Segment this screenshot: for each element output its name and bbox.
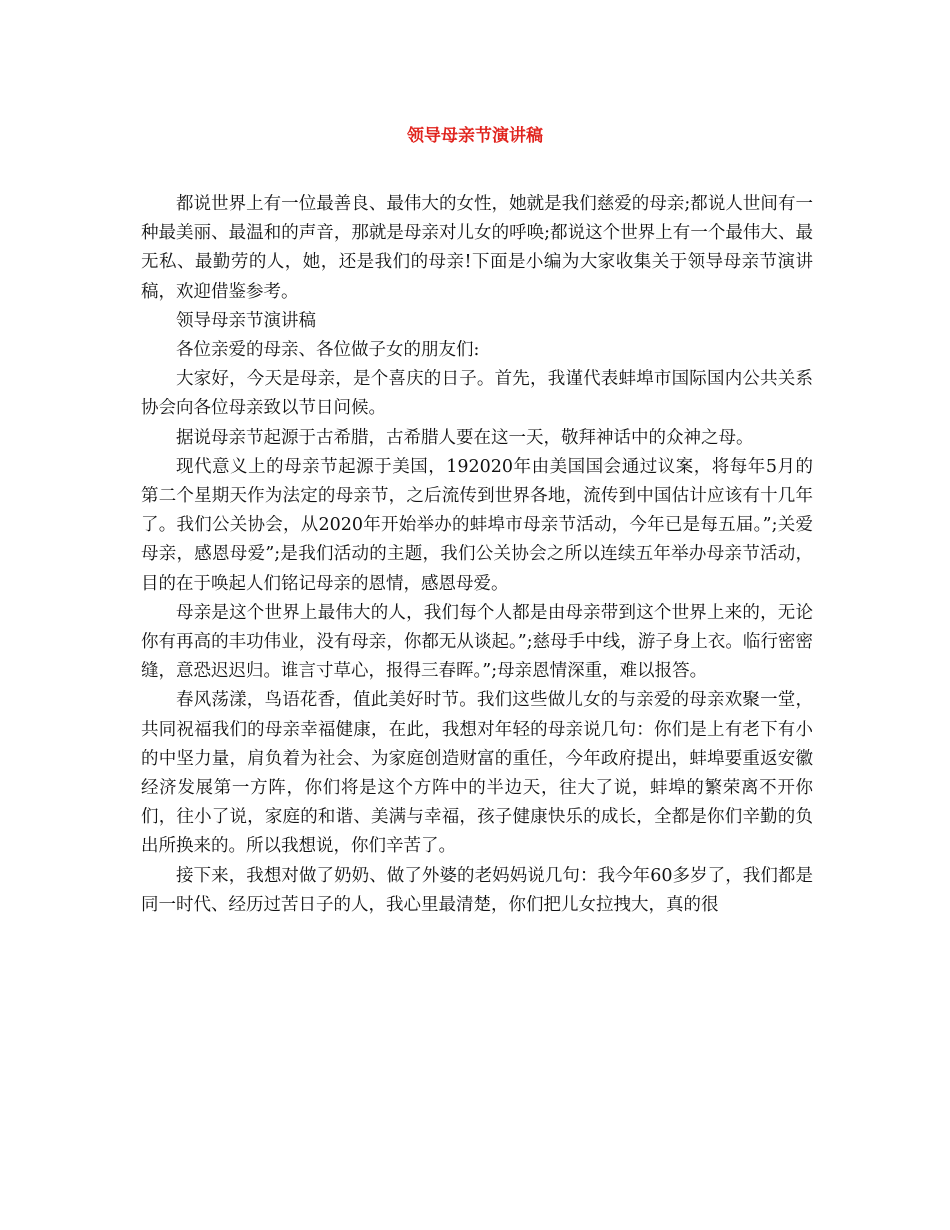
paragraph-heading: 领导母亲节演讲稿 [176, 310, 316, 331]
paragraph-origin: 据说母亲节起源于古希腊，古希腊人要在这一天，敬拜神话中的众神之母。 [176, 427, 754, 448]
paragraph-modern-history: 现代意义上的母亲节起源于美国，192020年由美国国会通过议案，将每年5月的第二个星期天作为法定的母亲节，之后流传到世界各地，流传到中国估计应该有十几年了。我们公关协会，从2020年开始举办的蚌埠市母亲节活动，今年已是每五届。”;关爱母亲，感恩母爱”;是我们活动的主题，我们公关协会之所以连续五年举办母亲节活动，目的在于唤起人们铭记母亲的恩情，感恩母爱。 [141, 456, 813, 594]
document-title: 领导母亲节演讲稿 [407, 126, 543, 146]
document-body [141, 190, 813, 920]
paragraph-greeting: 大家好，今天是母亲，是个喜庆的日子。首先，我谨代表蚌埠市国际国内公共关系协会向各位母亲致以节日问候。 [141, 369, 813, 419]
paragraph-salutation: 各位亲爱的母亲、各位做子女的朋友们: [176, 340, 480, 361]
paragraph-elder-mothers: 接下来，我想对做了奶奶、做了外婆的老妈妈说几句：我今年60多岁了，我们都是同一时代、经历过苦日子的人，我心里最清楚，你们把儿女拉拽大，真的很 [141, 865, 813, 915]
paragraph-intro: 都说世界上有一位最善良、最伟大的女性，她就是我们慈爱的母亲;都说人世间有一种最美丽、最温和的声音，那就是母亲对儿女的呼唤;都说这个世界上有一个最伟大、最无私、最勤劳的人，她，还是我们的母亲!下面是小编为大家收集关于领导母亲节演讲稿，欢迎借鉴参考。 [141, 194, 813, 302]
paragraph-young-mothers: 春风荡漾，鸟语花香，值此美好时节。我们这些做儿女的与亲爱的母亲欢聚一堂，共同祝福我们的母亲幸福健康，在此，我想对年轻的母亲说几句：你们是上有老下有小的中坚力量，肩负着为社会、为家庭创造财富的重任，今年政府提出，蚌埠要重返安徽经济发展第一方阵，你们将是这个方阵中的半边天，往大了说，蚌埠的繁荣离不开你们，往小了说，家庭的和谐、美满与幸福，孩子健康快乐的成长，全都是你们辛勤的负出所换来的。所以我想说，你们辛苦了。 [141, 690, 813, 857]
paragraph-greatest-person: 母亲是这个世界上最伟大的人，我们每个人都是由母亲带到这个世界上来的，无论你有再高的丰功伟业，没有母亲，你都无从谈起。”;慈母手中线，游子身上衣。临行密密缝，意恐迟迟归。谁言寸草心，报得三春晖。”;母亲恩情深重，难以报答。 [141, 602, 813, 682]
